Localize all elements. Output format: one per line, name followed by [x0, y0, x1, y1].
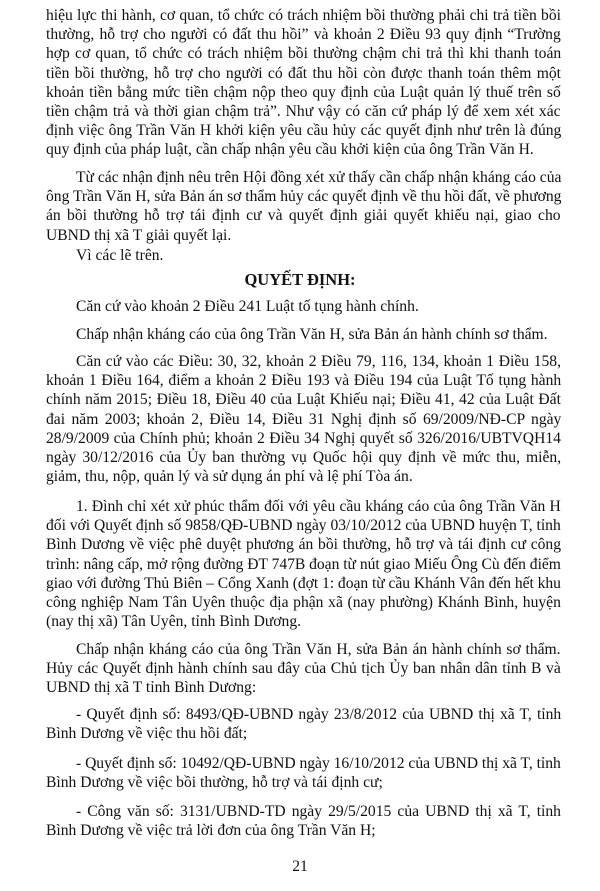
text-line: đai năm 2003; khoản 2, Điều 14, Điều 31 Nghị định số 69/2009/NĐ-CP ngày	[46, 410, 562, 428]
list-item-decision-10492	[46, 754, 561, 792]
text-line: án bồi thường hỗ trợ tái định cư và quyết định giải quyết khiếu nại, giao cho	[46, 207, 561, 225]
text-line: - Quyết định số: 8493/QĐ-UBND ngày 23/8/2012 của UBND thị xã T, tỉnh	[76, 706, 562, 723]
paragraph-suspend-appeal	[46, 497, 561, 631]
text-line: giao với đường Thủ Biên – Cổng Xanh (đợt 1: đoạn từ cầu Khánh Vân đến hết khu	[46, 574, 561, 592]
text-line: Căn cứ vào các Điều: 30, 32, khoản 2 Điều 79, 116, 134, khoản 1 Điều 158,	[76, 353, 561, 370]
text-line: Chấp nhận kháng cáo của ông Trần Văn H, sửa Bản án hành chính sơ thẩm.	[76, 641, 561, 658]
text-line: định việc ông Trần Văn H khởi kiện yêu cầu hủy các quyết định như trên là đúng	[46, 122, 562, 140]
paragraph-cited-articles	[46, 352, 561, 486]
text-line: ông Trần Văn H, sửa Bản án sơ thẩm hủy các quyết định về thu hồi đất, về phương	[46, 188, 562, 206]
list-item-decision-8493	[46, 705, 561, 743]
text-line: Chấp nhận kháng cáo của ông Trần Văn H, sửa Bản án hành chính sơ thẩm.	[76, 326, 548, 343]
text-line: Bình Dương về việc bồi thường, hỗ trợ và tái định cư;	[46, 774, 383, 792]
text-line: Hủy các Quyết định hành chính sau đây của Chủ tịch Ủy ban nhân dân tỉnh B và	[46, 660, 561, 678]
text-line: tiền bồi thường, hỗ trợ cho người có đất thu hồi còn được thanh toán thêm một	[46, 64, 561, 82]
paragraph-court-finding	[46, 168, 561, 245]
paragraph-annul-decisions	[46, 640, 561, 698]
text-line: Vì các lẽ trên.	[76, 247, 164, 264]
text-line: giảm, thu, nộp, quản lý và sử dụng án phí và lệ phí Tòa án.	[46, 468, 413, 486]
text-line: ngày 30/12/2016 của Ủy ban thường vụ Quốc hội quy định về mức thu, miễn,	[46, 448, 562, 466]
text-line: - Công văn số: 3131/UBND-TD ngày 29/5/2015 của UBND thị xã T, tỉnh	[76, 803, 561, 820]
paragraph-legal-ground	[46, 297, 561, 316]
text-line: Bình Dương về việc trả lời đơn của ông Trần Văn H;	[46, 822, 376, 840]
page-number: 21	[292, 858, 308, 875]
text-line: UBND thị xã T giải quyết lại.	[46, 226, 232, 244]
list-item-official-letter-3131	[46, 802, 561, 840]
text-line: đối với Quyết định số 9858/QĐ-UBND ngày 03/10/2012 của UBND huyện T, tỉnh	[46, 517, 561, 535]
text-line: UBND thị xã T tỉnh Bình Dương:	[46, 679, 257, 697]
text-line: khoản 1 Điều 164, điểm a khoản 2 Điều 193 và Điều 194 của Luật Tố tụng hành	[46, 372, 562, 390]
text-line: Căn cứ vào khoản 2 Điều 241 Luật tố tụng hành chính.	[76, 298, 419, 315]
text-line: (nay thị xã) Tân Uyên, tỉnh Bình Dương.	[46, 613, 302, 631]
text-line: quy định của pháp luật, cần chấp nhận yêu cầu khởi kiện của ông Trần Văn H.	[46, 141, 534, 159]
text-line: hợp cơ quan, tổ chức có trách nhiệm bồi thường chậm chi trả thì khi thanh toán	[46, 45, 562, 63]
text-line: Bình Dương về việc thu hồi đất;	[46, 725, 248, 743]
section-heading-decision: QUYẾT ĐỊNH:	[244, 270, 356, 289]
text-line: hiệu lực thi hành, cơ quan, tổ chức có trách nhiệm bồi thường phải chi trả tiền bồi	[46, 7, 561, 24]
text-line: thường, hỗ trợ cho người có đất thu hồi” và khoản 2 Điều 93 quy định “Trường	[46, 26, 561, 44]
text-line: Bình Dương về việc phê duyệt phương án bồi thường, hỗ trợ và tái định cư công	[46, 536, 562, 554]
paragraph-accept-appeal	[46, 325, 561, 344]
paragraph-legal-basis	[46, 6, 561, 160]
text-line: - Quyết định số: 10492/QĐ-UBND ngày 16/10/2012 của UBND thị xã T, tỉnh	[76, 755, 561, 772]
text-line: Từ các nhận định nêu trên Hội đồng xét xử thấy cần chấp nhận kháng cáo của	[76, 169, 562, 186]
text-line: trình: nâng cấp, mở rộng đường ĐT 747B đoạn từ nút giao Miếu Ông Cù đến điểm	[46, 555, 561, 573]
text-line: công nghiệp Nam Tân Uyên thuộc địa phận xã (nay phường) Khánh Bình, huyện	[46, 593, 561, 611]
text-line: 1. Đình chỉ xét xử phúc thẩm đối với yêu cầu kháng cáo của ông Trần Văn H	[76, 498, 561, 515]
paragraph-reasons	[46, 246, 561, 265]
text-line: 28/9/2009 của Chính phủ; khoản 2 Điều 34 Nghị quyết số 326/2016/UBTVQH14	[46, 429, 561, 447]
text-line: khoản tiền bằng mức tiền chậm nộp theo quy định của Luật quản lý thuế trên số	[46, 83, 561, 101]
text-line: chính năm 2015; Điều 18, Điều 40 của Luật Khiếu nại; Điều 41, 42 của Luật Đất	[46, 391, 561, 409]
text-line: tiền chậm trả và thời gian chậm trả”. Như vậy có căn cứ pháp lý để xem xét xác	[46, 102, 561, 120]
